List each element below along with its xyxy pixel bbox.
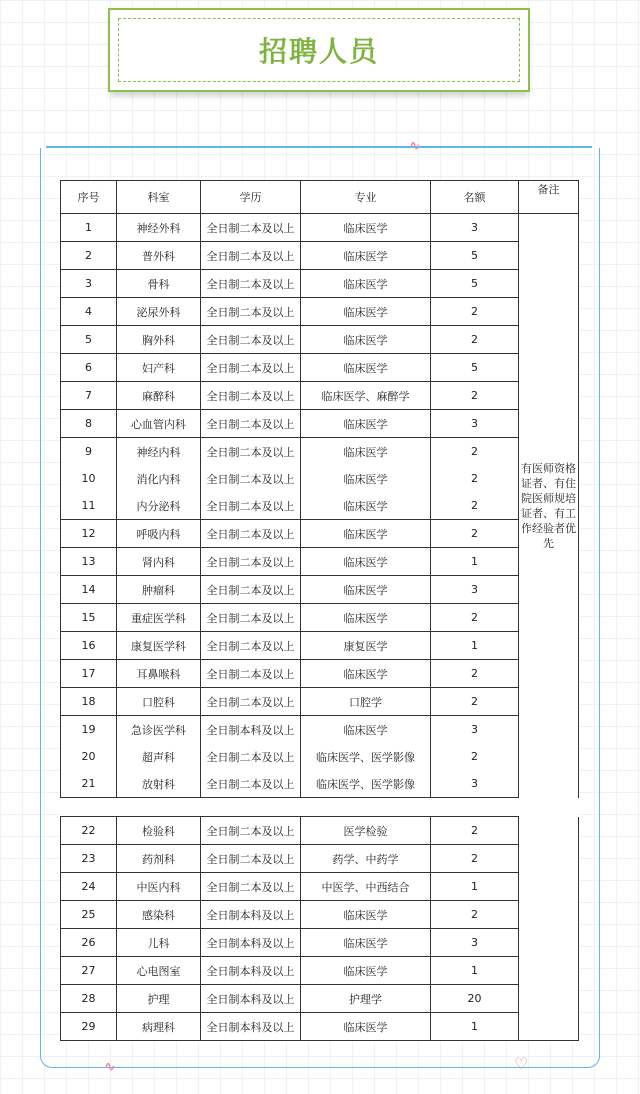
row-no: 13 — [61, 548, 117, 576]
row-dept: 儿科 — [117, 929, 201, 957]
row-major: 临床医学、医学影像 — [301, 743, 431, 770]
row-major: 临床医学 — [301, 957, 431, 985]
row-edu: 全日制二本及以上 — [201, 242, 301, 270]
row-major: 临床医学 — [301, 576, 431, 604]
row-count: 2 — [431, 520, 519, 548]
table-row — [61, 1013, 579, 1041]
row-edu: 全日制二本及以上 — [201, 770, 301, 798]
row-major: 医学检验 — [301, 817, 431, 845]
row-major: 临床医学 — [301, 548, 431, 576]
row-edu: 全日制二本及以上 — [201, 214, 301, 242]
row-dept: 护理 — [117, 985, 201, 1013]
row-no: 12 — [61, 520, 117, 548]
table-row — [61, 770, 579, 798]
recruitment-table-part1 — [60, 180, 579, 798]
table-row — [61, 270, 579, 298]
row-major: 临床医学 — [301, 929, 431, 957]
row-no: 10 — [61, 465, 117, 492]
header-note: 备注 — [519, 181, 579, 214]
row-edu: 全日制二本及以上 — [201, 492, 301, 520]
row-major: 临床医学 — [301, 520, 431, 548]
row-count: 2 — [431, 438, 519, 466]
header-major: 专业 — [301, 181, 431, 214]
row-major: 临床医学、医学影像 — [301, 770, 431, 798]
row-count: 2 — [431, 492, 519, 520]
table-row — [61, 410, 579, 438]
row-count: 1 — [431, 632, 519, 660]
row-count: 5 — [431, 242, 519, 270]
table-row — [61, 242, 579, 270]
row-major: 临床医学 — [301, 492, 431, 520]
row-no: 19 — [61, 716, 117, 744]
row-edu: 全日制二本及以上 — [201, 632, 301, 660]
row-edu: 全日制二本及以上 — [201, 520, 301, 548]
table-row — [61, 520, 579, 548]
row-no: 14 — [61, 576, 117, 604]
row-edu: 全日制二本及以上 — [201, 604, 301, 632]
row-count: 2 — [431, 660, 519, 688]
table-row — [61, 298, 579, 326]
heart-icon: ♡ — [514, 1054, 529, 1073]
row-no: 15 — [61, 604, 117, 632]
title-dashed-frame — [118, 18, 520, 82]
row-dept: 重症医学科 — [117, 604, 201, 632]
table-row — [61, 492, 579, 520]
row-major: 临床医学 — [301, 298, 431, 326]
row-major: 临床医学 — [301, 604, 431, 632]
row-no: 17 — [61, 660, 117, 688]
row-count: 3 — [431, 576, 519, 604]
table-row — [61, 438, 579, 466]
row-edu: 全日制本科及以上 — [201, 957, 301, 985]
row-no: 23 — [61, 845, 117, 873]
row-no: 2 — [61, 242, 117, 270]
row-edu: 全日制本科及以上 — [201, 985, 301, 1013]
row-major: 临床医学 — [301, 660, 431, 688]
row-edu: 全日制二本及以上 — [201, 438, 301, 466]
row-edu: 全日制二本及以上 — [201, 576, 301, 604]
row-edu: 全日制二本及以上 — [201, 410, 301, 438]
table-row — [61, 688, 579, 716]
table-row — [61, 873, 579, 901]
row-count: 3 — [431, 770, 519, 798]
row-no: 9 — [61, 438, 117, 466]
row-major: 临床医学 — [301, 901, 431, 929]
page-title: 招聘人员 — [258, 35, 379, 68]
heartbeat-icon: ∿ — [104, 1059, 116, 1075]
row-dept: 普外科 — [117, 242, 201, 270]
row-dept: 药剂科 — [117, 845, 201, 873]
row-edu: 全日制二本及以上 — [201, 326, 301, 354]
row-edu: 全日制本科及以上 — [201, 901, 301, 929]
row-no: 20 — [61, 743, 117, 770]
row-dept: 肾内科 — [117, 548, 201, 576]
row-count: 3 — [431, 929, 519, 957]
row-count: 2 — [431, 604, 519, 632]
row-major: 临床医学 — [301, 438, 431, 466]
table-header-row — [61, 181, 579, 214]
row-dept: 病理科 — [117, 1013, 201, 1041]
table-row — [61, 326, 579, 354]
header-dept: 科室 — [117, 181, 201, 214]
row-dept: 急诊医学科 — [117, 716, 201, 744]
row-dept: 泌尿外科 — [117, 298, 201, 326]
row-major: 临床医学 — [301, 242, 431, 270]
row-major: 临床医学 — [301, 410, 431, 438]
row-major: 临床医学 — [301, 465, 431, 492]
row-dept: 感染科 — [117, 901, 201, 929]
header-edu: 学历 — [201, 181, 301, 214]
note-cell-continued — [519, 817, 579, 1041]
row-dept: 呼吸内科 — [117, 520, 201, 548]
row-count: 2 — [431, 298, 519, 326]
table-row — [61, 465, 579, 492]
row-dept: 超声科 — [117, 743, 201, 770]
row-no: 26 — [61, 929, 117, 957]
row-edu: 全日制二本及以上 — [201, 688, 301, 716]
row-edu: 全日制二本及以上 — [201, 548, 301, 576]
row-edu: 全日制本科及以上 — [201, 1013, 301, 1041]
table-row — [61, 957, 579, 985]
row-no: 6 — [61, 354, 117, 382]
row-count: 2 — [431, 901, 519, 929]
row-no: 3 — [61, 270, 117, 298]
table-row — [61, 214, 579, 242]
row-dept: 中医内科 — [117, 873, 201, 901]
row-no: 18 — [61, 688, 117, 716]
table-row — [61, 660, 579, 688]
row-count: 3 — [431, 410, 519, 438]
row-edu: 全日制本科及以上 — [201, 716, 301, 744]
row-no: 4 — [61, 298, 117, 326]
row-count: 5 — [431, 270, 519, 298]
row-dept: 心电图室 — [117, 957, 201, 985]
row-no: 29 — [61, 1013, 117, 1041]
row-edu: 全日制二本及以上 — [201, 873, 301, 901]
table-row — [61, 382, 579, 410]
row-count: 3 — [431, 716, 519, 744]
row-major: 临床医学 — [301, 214, 431, 242]
table-row — [61, 985, 579, 1013]
row-edu: 全日制二本及以上 — [201, 270, 301, 298]
row-dept: 麻醉科 — [117, 382, 201, 410]
header-no: 序号 — [61, 181, 117, 214]
row-dept: 心血管内科 — [117, 410, 201, 438]
row-edu: 全日制二本及以上 — [201, 660, 301, 688]
table-row — [61, 548, 579, 576]
row-dept: 耳鼻喉科 — [117, 660, 201, 688]
table-row — [61, 743, 579, 770]
row-edu: 全日制二本及以上 — [201, 743, 301, 770]
row-major: 临床医学 — [301, 716, 431, 744]
row-dept: 妇产科 — [117, 354, 201, 382]
row-major: 康复医学 — [301, 632, 431, 660]
recruitment-document — [60, 180, 580, 1042]
row-count: 2 — [431, 382, 519, 410]
row-dept: 放射科 — [117, 770, 201, 798]
row-edu: 全日制二本及以上 — [201, 845, 301, 873]
row-major: 口腔学 — [301, 688, 431, 716]
row-major: 护理学 — [301, 985, 431, 1013]
table-row — [61, 929, 579, 957]
row-dept: 康复医学科 — [117, 632, 201, 660]
row-count: 2 — [431, 465, 519, 492]
row-major: 临床医学 — [301, 354, 431, 382]
row-edu: 全日制二本及以上 — [201, 817, 301, 845]
row-count: 1 — [431, 873, 519, 901]
table-row — [61, 817, 579, 845]
row-major: 临床医学、麻醉学 — [301, 382, 431, 410]
table-row — [61, 845, 579, 873]
row-count: 1 — [431, 957, 519, 985]
heartbeat-icon: ∿ — [409, 138, 421, 154]
row-no: 7 — [61, 382, 117, 410]
row-no: 28 — [61, 985, 117, 1013]
recruitment-table-part2 — [60, 816, 579, 1041]
table-row — [61, 901, 579, 929]
row-edu: 全日制二本及以上 — [201, 465, 301, 492]
row-dept: 胸外科 — [117, 326, 201, 354]
row-count: 1 — [431, 548, 519, 576]
row-major: 药学、中药学 — [301, 845, 431, 873]
row-dept: 口腔科 — [117, 688, 201, 716]
table-row — [61, 604, 579, 632]
row-major: 临床医学 — [301, 270, 431, 298]
row-dept: 神经内科 — [117, 438, 201, 466]
row-major: 中医学、中西结合 — [301, 873, 431, 901]
row-no: 16 — [61, 632, 117, 660]
row-no: 27 — [61, 957, 117, 985]
header-count: 名额 — [431, 181, 519, 214]
row-no: 22 — [61, 817, 117, 845]
row-count: 1 — [431, 1013, 519, 1041]
row-count: 5 — [431, 354, 519, 382]
row-edu: 全日制二本及以上 — [201, 298, 301, 326]
table-row — [61, 632, 579, 660]
row-dept: 神经外科 — [117, 214, 201, 242]
row-no: 1 — [61, 214, 117, 242]
row-major: 临床医学 — [301, 326, 431, 354]
row-count: 2 — [431, 743, 519, 770]
row-dept: 内分泌科 — [117, 492, 201, 520]
row-edu: 全日制本科及以上 — [201, 929, 301, 957]
row-count: 20 — [431, 985, 519, 1013]
row-count: 2 — [431, 688, 519, 716]
row-no: 8 — [61, 410, 117, 438]
row-no: 5 — [61, 326, 117, 354]
table-row — [61, 716, 579, 744]
title-banner — [108, 8, 530, 92]
row-dept: 检验科 — [117, 817, 201, 845]
row-major: 临床医学 — [301, 1013, 431, 1041]
note-cell: 有医师资格证者、有住院医师规培证者、有工作经验者优先 — [519, 214, 579, 798]
row-edu: 全日制二本及以上 — [201, 354, 301, 382]
table-row — [61, 576, 579, 604]
row-dept: 骨科 — [117, 270, 201, 298]
table-row — [61, 354, 579, 382]
row-no: 24 — [61, 873, 117, 901]
row-count: 3 — [431, 214, 519, 242]
row-count: 2 — [431, 845, 519, 873]
row-edu: 全日制二本及以上 — [201, 382, 301, 410]
row-no: 21 — [61, 770, 117, 798]
row-no: 11 — [61, 492, 117, 520]
row-count: 2 — [431, 817, 519, 845]
row-no: 25 — [61, 901, 117, 929]
row-dept: 消化内科 — [117, 465, 201, 492]
row-count: 2 — [431, 326, 519, 354]
row-dept: 肿瘤科 — [117, 576, 201, 604]
